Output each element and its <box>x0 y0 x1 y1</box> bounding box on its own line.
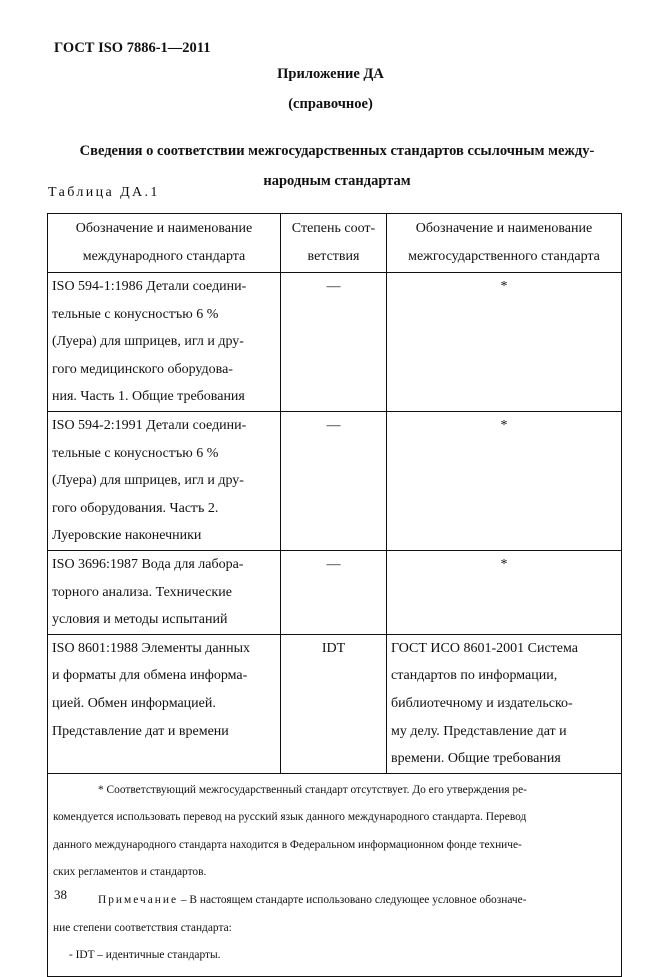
note-label: Примечание <box>98 894 179 907</box>
annex-title: Приложение ДА <box>277 66 384 82</box>
page-number: 38 <box>54 887 67 902</box>
table-header-row <box>48 214 622 273</box>
degree-cell: — <box>281 550 387 634</box>
degree-cell: — <box>281 411 387 550</box>
interstate-standard-cell: ГОСТ ИСО 8601-2001 Система стандартов по информации, библиотечному и издательско- му делу. Представление дат и времени. Общие требования <box>387 634 622 773</box>
annex-subtitle: (справочное) <box>288 96 373 112</box>
international-standard-cell: ISO 8601:1988 Элементы данных и форматы для обмена информа- цией. Обмен информацией. Представление дат и времени <box>48 634 281 773</box>
international-standard-cell: ISO 594-1:1986 Детали соедини- тельные с конусностъю 6 % (Луера) для шприцев, игл и дру- гого медицинского оборудова- ния. Часть 1. Общие требования <box>48 273 281 412</box>
interstate-standard-cell: * <box>387 273 622 412</box>
header-degree-of-correspondence: Степень соот- ветствия <box>281 214 387 273</box>
note-line: - IDT – идентичные стандарты. <box>69 949 221 962</box>
standards-correspondence-table <box>47 213 622 977</box>
international-standard-cell: ISO 3696:1987 Вода для лабора- торного анализа. Технические условия и методы испытаний <box>48 550 281 634</box>
footnote-line: комендуется использовать перевод на русский язык данного международного стандарта. Перевод <box>53 811 527 824</box>
international-standard-cell: ISO 594-2:1991 Детали соедини- тельные с конусностъю 6 % (Луера) для шприцев, игл и дру- гого оборудования. Частъ 2. Луеровские наконечники <box>48 411 281 550</box>
note-line: Примечание – В настоящем стандарте использовано следующее условное обозначе- <box>98 894 527 907</box>
header-interstate-standard: Обозначение и наименование межгосударственного стандарта <box>387 214 622 273</box>
footnote-line: данного международного стандарта находится в Федеральном информационном фонде техниче- <box>53 838 522 851</box>
table-row <box>48 273 622 412</box>
table-row <box>48 550 622 634</box>
heading-line: народным стандартам <box>263 173 411 189</box>
degree-cell: IDT <box>281 634 387 773</box>
table-row <box>48 634 622 773</box>
heading-line: Сведения о соответствии межгосударственных стандартов ссылочным между- <box>79 143 595 159</box>
interstate-standard-cell: * <box>387 411 622 550</box>
header-international-standard: Обозначение и наименование международного стандарта <box>48 214 281 273</box>
table-caption: Таблица ДА.1 <box>48 185 160 200</box>
document-code: ГОСТ ISO 7886-1—2011 <box>54 40 211 56</box>
table-footnote-row <box>48 773 622 976</box>
interstate-standard-cell: * <box>387 550 622 634</box>
degree-cell: — <box>281 273 387 412</box>
footnote-line: ских регламентов и стандартов. <box>53 866 207 879</box>
note-line: ние степени соответствия стандарта: <box>53 921 232 934</box>
footnote-line: * Соответствующий межгосударственный стандарт отсутствует. До его утверждения ре- <box>98 783 527 796</box>
table-row <box>48 411 622 550</box>
table-footnote <box>48 773 622 976</box>
